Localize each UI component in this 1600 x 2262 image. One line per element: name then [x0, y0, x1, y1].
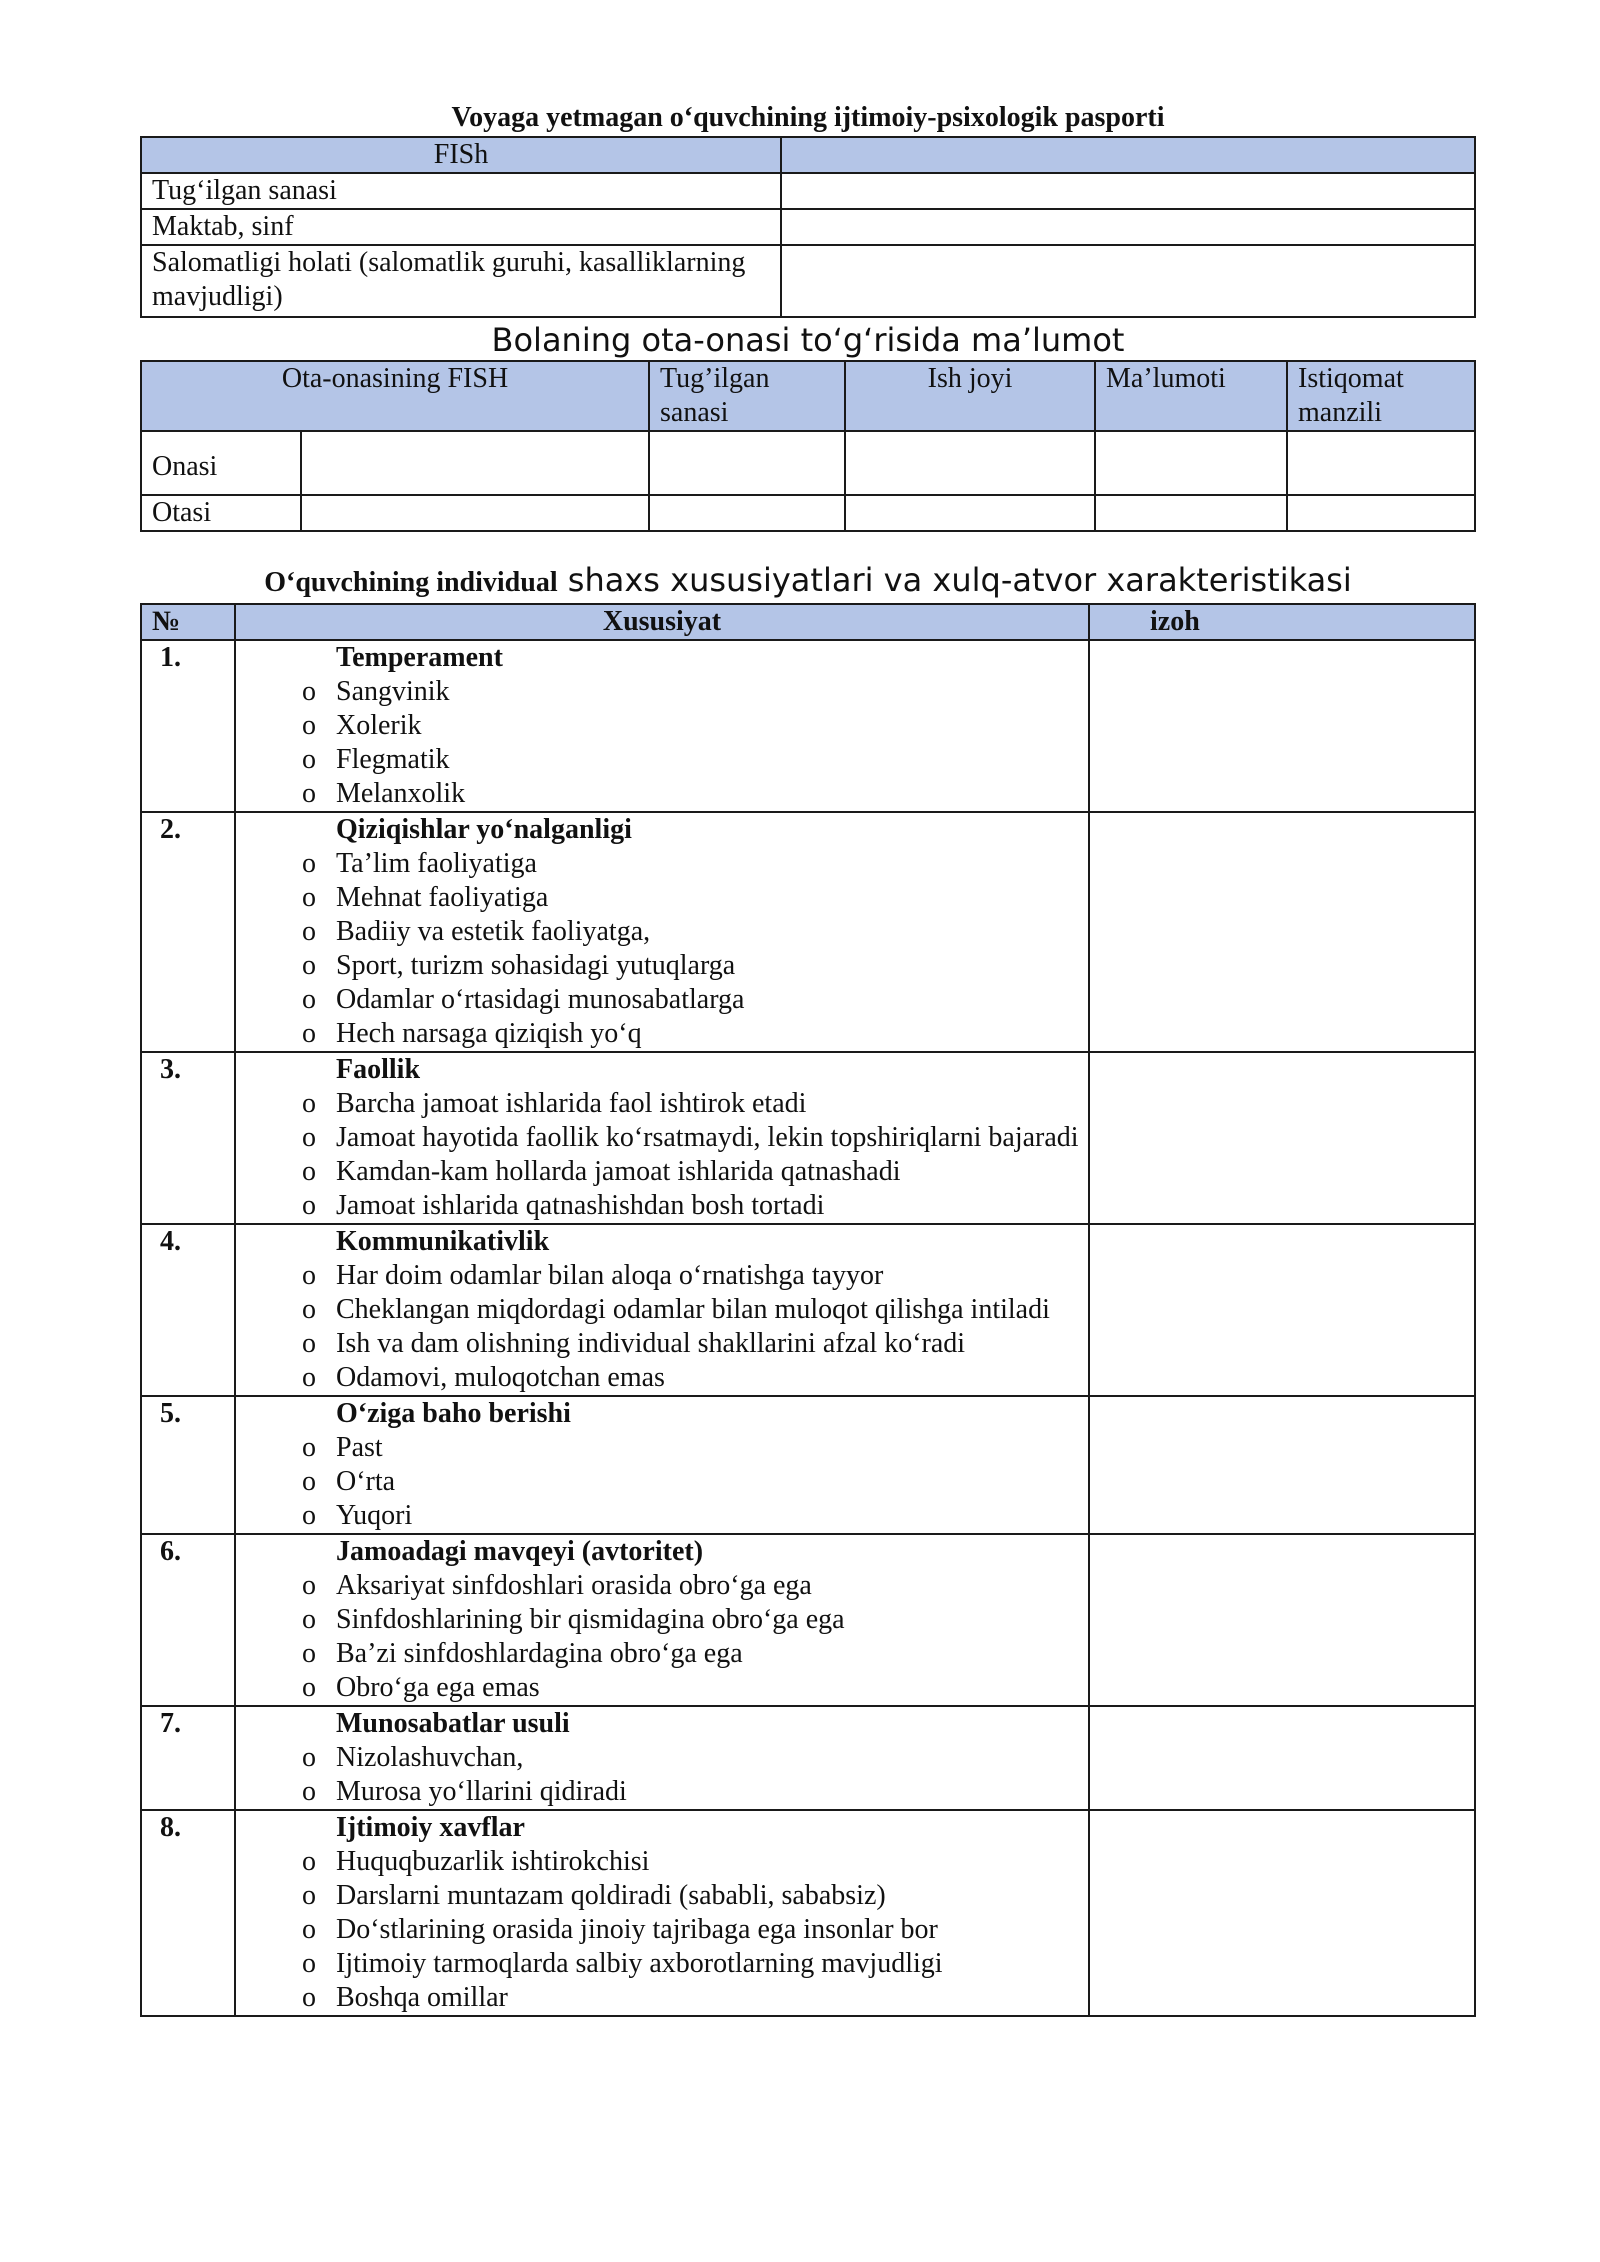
option-item[interactable]: [236, 1913, 1082, 1947]
option-marker-icon: o: [302, 1362, 316, 1393]
option-marker-icon: o: [302, 1776, 316, 1807]
trait-number: 8.: [141, 1810, 235, 2016]
option-item[interactable]: [236, 1741, 1082, 1775]
trait-number: 5.: [141, 1396, 235, 1534]
trait-note-cell[interactable]: [1089, 812, 1475, 1052]
option-label: Odamovi, muloqotchan emas: [336, 1362, 665, 1393]
trait-category-title: Munosabatlar usuli: [336, 1708, 570, 1739]
fish-header-cell: FISh: [141, 137, 781, 173]
option-marker-icon: o: [302, 1604, 316, 1635]
parents-section-title: Bolaning ota-onasi to‘g‘risida ma’lumot: [491, 321, 1125, 359]
option-item[interactable]: [236, 1087, 1082, 1121]
document-page: [140, 100, 1476, 2017]
trait-row: [141, 1810, 1475, 2016]
mother-address-cell[interactable]: [1287, 431, 1475, 495]
trait-note-cell[interactable]: [1089, 640, 1475, 812]
option-marker-icon: o: [302, 1672, 316, 1703]
option-label: Jamoat hayotida faollik ko‘rsatmaydi, lekin topshiriqlarni bajaradi: [336, 1122, 1079, 1153]
option-label: O‘rta: [336, 1466, 396, 1497]
option-item[interactable]: [236, 777, 1082, 811]
trait-note-cell[interactable]: [1089, 1396, 1475, 1534]
option-label: Jamoat ishlarida qatnashishdan bosh tortadi: [336, 1190, 825, 1221]
trait-number: 1.: [141, 640, 235, 812]
option-label: Obro‘ga ega emas: [336, 1672, 540, 1703]
option-label: Cheklangan miqdordagi odamlar bilan muloqot qilishga intiladi: [336, 1294, 1050, 1325]
option-label: Sport, turizm sohasidagi yutuqlarga: [336, 950, 736, 981]
trait-content: [235, 640, 1089, 812]
parents-education-header: Ma’lumoti: [1095, 361, 1287, 431]
traits-title-rest: shaxs xususiyatlari va xulq-atvor xarakteristikasi: [567, 561, 1352, 599]
option-item[interactable]: [236, 709, 1082, 743]
option-label: Flegmatik: [336, 744, 450, 775]
trait-content: [235, 812, 1089, 1052]
option-item[interactable]: [236, 1017, 1082, 1051]
trait-row: [141, 1706, 1475, 1810]
father-birthdate-cell[interactable]: [649, 495, 845, 531]
option-label: Ijtimoiy tarmoqlarda salbiy axborotlarning mavjudligi: [336, 1948, 943, 1979]
option-item[interactable]: [236, 1637, 1082, 1671]
trait-row: [141, 812, 1475, 1052]
option-item[interactable]: [236, 675, 1082, 709]
option-item[interactable]: [236, 1569, 1082, 1603]
option-marker-icon: o: [302, 1122, 316, 1153]
option-item[interactable]: [236, 1121, 1082, 1155]
trait-row: [141, 1396, 1475, 1534]
option-label: Do‘stlarining orasida jinoiy tajribaga ega insonlar bor: [336, 1914, 938, 1945]
option-marker-icon: o: [302, 1190, 316, 1221]
option-marker-icon: o: [302, 1500, 316, 1531]
option-marker-icon: o: [302, 1982, 316, 2013]
option-item[interactable]: [236, 1981, 1082, 2015]
trait-note-cell[interactable]: [1089, 1810, 1475, 2016]
document-title: Voyaga yetmagan o‘quvchining ijtimoiy-psixologik pasporti: [451, 102, 1165, 133]
traits-title-bold: O‘quvchining individual: [264, 567, 558, 598]
trait-note-cell[interactable]: [1089, 1534, 1475, 1706]
trait-category-title: O‘ziga baho berishi: [336, 1398, 571, 1429]
trait-note-cell[interactable]: [1089, 1224, 1475, 1396]
health-value-cell[interactable]: [781, 245, 1475, 317]
option-label: Aksariyat sinfdoshlari orasida obro‘ga ega: [336, 1570, 812, 1601]
option-marker-icon: o: [302, 778, 316, 809]
option-marker-icon: o: [302, 1088, 316, 1119]
option-marker-icon: o: [302, 882, 316, 913]
option-item[interactable]: [236, 1879, 1082, 1913]
birth-date-value-cell[interactable]: [781, 173, 1475, 209]
note-header: izoh: [1089, 604, 1475, 640]
option-marker-icon: o: [302, 1846, 316, 1877]
trait-category-title: Faollik: [336, 1054, 421, 1085]
trait-category-title: Jamoadagi mavqeyi (avtoritet): [336, 1536, 704, 1567]
option-marker-icon: o: [302, 848, 316, 879]
option-item[interactable]: [236, 1671, 1082, 1705]
option-marker-icon: o: [302, 984, 316, 1015]
number-header: №: [141, 604, 235, 640]
option-item[interactable]: [236, 983, 1082, 1017]
option-item[interactable]: [236, 1189, 1082, 1223]
trait-content: [235, 1396, 1089, 1534]
option-item[interactable]: [236, 1431, 1082, 1465]
option-label: Mehnat faoliyatiga: [336, 882, 549, 913]
option-item[interactable]: [236, 949, 1082, 983]
option-marker-icon: o: [302, 1328, 316, 1359]
trait-category-title: Kommunikativlik: [336, 1226, 550, 1257]
trait-number: 2.: [141, 812, 235, 1052]
parents-address-header: Istiqomat manzili: [1287, 361, 1475, 431]
option-marker-icon: o: [302, 1018, 316, 1049]
option-item[interactable]: [236, 1465, 1082, 1499]
option-marker-icon: o: [302, 1914, 316, 1945]
trait-number: 3.: [141, 1052, 235, 1224]
option-item[interactable]: [236, 1293, 1082, 1327]
option-marker-icon: o: [302, 744, 316, 775]
option-label: Ish va dam olishning individual shakllarini afzal ko‘radi: [336, 1328, 966, 1359]
trait-content: [235, 1224, 1089, 1396]
mother-birthdate-cell[interactable]: [649, 431, 845, 495]
option-label: Odamlar o‘rtasidagi munosabatlarga: [336, 984, 745, 1015]
father-fish-cell[interactable]: [301, 495, 649, 531]
fish-value-cell[interactable]: [781, 137, 1475, 173]
trait-row: [141, 640, 1475, 812]
option-item[interactable]: [236, 1603, 1082, 1637]
option-item[interactable]: [236, 847, 1082, 881]
option-marker-icon: o: [302, 710, 316, 741]
mother-workplace-cell[interactable]: [845, 431, 1095, 495]
option-item[interactable]: [236, 1259, 1082, 1293]
trait-row: [141, 1052, 1475, 1224]
traits-table: [140, 603, 1476, 2017]
traits-body: [141, 640, 1475, 2016]
trait-number: 6.: [141, 1534, 235, 1706]
option-marker-icon: o: [302, 1880, 316, 1911]
trait-header: Xususiyat: [235, 604, 1089, 640]
option-label: Yuqori: [336, 1500, 413, 1531]
option-label: Sangvinik: [336, 676, 450, 707]
trait-row: [141, 1224, 1475, 1396]
option-label: Boshqa omillar: [336, 1982, 508, 2013]
option-item[interactable]: [236, 1361, 1082, 1395]
option-marker-icon: o: [302, 1294, 316, 1325]
trait-content: [235, 1810, 1089, 2016]
mother-fish-cell[interactable]: [301, 431, 649, 495]
option-label: Barcha jamoat ishlarida faol ishtirok etadi: [336, 1088, 807, 1119]
option-item[interactable]: [236, 915, 1082, 949]
option-item[interactable]: [236, 1775, 1082, 1809]
parents-workplace-header: Ish joyi: [845, 361, 1095, 431]
option-label: Ba’zi sinfdoshlardagina obro‘ga ega: [336, 1638, 743, 1669]
trait-content: [235, 1706, 1089, 1810]
father-address-cell[interactable]: [1287, 495, 1475, 531]
option-item[interactable]: [236, 881, 1082, 915]
father-education-cell[interactable]: [1095, 495, 1287, 531]
option-marker-icon: o: [302, 1156, 316, 1187]
trait-category-title: Ijtimoiy xavflar: [336, 1812, 525, 1843]
option-marker-icon: o: [302, 1570, 316, 1601]
student-info-table: [140, 136, 1476, 318]
mother-education-cell[interactable]: [1095, 431, 1287, 495]
trait-content: [235, 1052, 1089, 1224]
parents-birthdate-header: Tug’ilgan sanasi: [649, 361, 845, 431]
father-label: Otasi: [141, 495, 301, 531]
option-label: Murosa yo‘llarini qidiradi: [336, 1776, 627, 1807]
birth-date-label: Tug‘ilgan sanasi: [141, 173, 781, 209]
option-label: Sinfdoshlarining bir qismidagina obro‘ga ega: [336, 1604, 845, 1635]
option-item[interactable]: [236, 743, 1082, 777]
option-label: Huquqbuzarlik ishtirokchisi: [336, 1846, 650, 1877]
trait-number: 7.: [141, 1706, 235, 1810]
parents-fish-header: Ota-onasining FISH: [141, 361, 649, 431]
trait-category-title: Temperament: [336, 642, 503, 673]
mother-label: Onasi: [141, 431, 301, 495]
trait-row: [141, 1534, 1475, 1706]
option-marker-icon: o: [302, 950, 316, 981]
option-label: Hech narsaga qiziqish yo‘q: [336, 1018, 642, 1049]
option-item[interactable]: [236, 1499, 1082, 1533]
option-marker-icon: o: [302, 1432, 316, 1463]
option-marker-icon: o: [302, 1638, 316, 1669]
option-label: Past: [336, 1432, 383, 1463]
school-class-label: Maktab, sinf: [141, 209, 781, 245]
option-label: Melanxolik: [336, 778, 466, 809]
option-marker-icon: o: [302, 916, 316, 947]
option-item[interactable]: [236, 1845, 1082, 1879]
option-marker-icon: o: [302, 1742, 316, 1773]
option-item[interactable]: [236, 1155, 1082, 1189]
option-item[interactable]: [236, 1327, 1082, 1361]
trait-content: [235, 1534, 1089, 1706]
trait-category-title: Qiziqishlar yo‘nalganligi: [336, 814, 632, 845]
father-workplace-cell[interactable]: [845, 495, 1095, 531]
option-marker-icon: o: [302, 1466, 316, 1497]
option-item[interactable]: [236, 1947, 1082, 1981]
option-label: Har doim odamlar bilan aloqa o‘rnatishga tayyor: [336, 1260, 884, 1291]
option-label: Darslarni muntazam qoldiradi (sababli, sababsiz): [336, 1880, 886, 1911]
traits-section-title: [140, 560, 1476, 603]
trait-note-cell[interactable]: [1089, 1052, 1475, 1224]
option-label: Badiiy va estetik faoliyatga,: [336, 916, 651, 947]
option-label: Kamdan-kam hollarda jamoat ishlarida qatnashadi: [336, 1156, 901, 1187]
option-label: Nizolashuvchan,: [336, 1742, 524, 1773]
health-label: Salomatligi holati (salomatlik guruhi, kasalliklarning mavjudligi): [141, 245, 781, 317]
school-class-value-cell[interactable]: [781, 209, 1475, 245]
parents-table: [140, 360, 1476, 532]
trait-note-cell[interactable]: [1089, 1706, 1475, 1810]
option-label: Xolerik: [336, 710, 422, 741]
option-label: Ta’lim faoliyatiga: [336, 848, 537, 879]
trait-number: 4.: [141, 1224, 235, 1396]
option-marker-icon: o: [302, 1260, 316, 1291]
option-marker-icon: o: [302, 676, 316, 707]
option-marker-icon: o: [302, 1948, 316, 1979]
